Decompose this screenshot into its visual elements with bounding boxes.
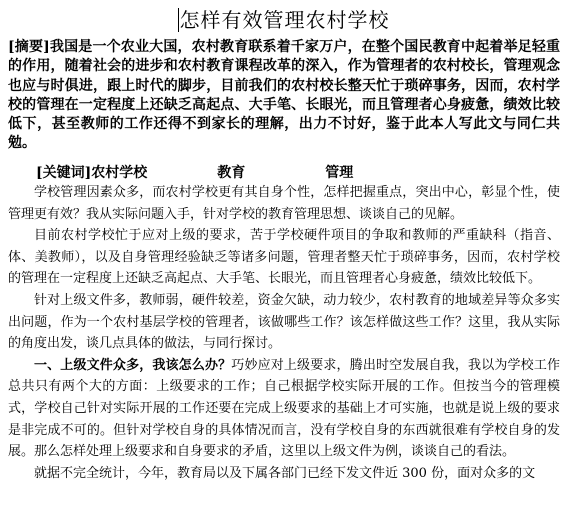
keyword-item: 农村学校 [91, 165, 148, 181]
keyword-item: 教育 [217, 165, 246, 181]
body-paragraph [8, 355, 560, 463]
keywords-line [36, 164, 556, 182]
body-paragraph [8, 182, 560, 225]
document-title: 怎样有效管理农村学校 [179, 8, 390, 32]
document-body [8, 182, 560, 484]
body-paragraph [8, 290, 560, 355]
keyword-item: 管理 [325, 165, 354, 181]
paragraph-text: 巧妙应对上级要求，腾出时空发展自我，我以为学校工作总共只有两个大的方面：上级要求的工作；自己根据学校实际开展的工作。但按当今的管理模式，学校自己针对实际开展的工作还要在完成上级要求的基础上才可实施，也就是说上级的要求是非完成不可的。但针对学校自身的具体情况而言，没有学校自身的东西就很难有学校自身的发展。那么怎样处理上级要求和自身要求的矛盾，这里以上级文件为例，谈谈自己的看法。 [8, 357, 560, 460]
paragraph-text: 目前农村学校忙于应对上级的要求，苦于学校硬件项目的争取和教师的严重缺科（指音、体、美教师），以及自身管理经验缺乏等诸多问题，管理者整天忙于琐碎事务，因而，农村学校的管理在一定程度上还缺乏高起点、大手笔、长眼光，而且管理者心身疲惫，绩效比较低下。 [8, 228, 560, 287]
body-paragraph [8, 463, 560, 485]
paragraph-heading: 一、上级文件众多，我该怎么办？ [34, 357, 232, 373]
body-paragraph [8, 225, 560, 290]
keywords-label: [关键词] [36, 165, 92, 181]
paragraph-text: 就据不完全统计，今年，教育局以及下属各部门已经下发文件近 300 份，面对众多的文 [34, 465, 536, 481]
paragraph-text: 学校管理因素众多，而农村学校更有其自身个性，怎样把握重点，突出中心，彰显个性，使管理更有效？我从实际问题入手，针对学校的教育管理思想、谈谈自己的见解。 [8, 185, 560, 222]
paragraph-text: 针对上级文件多，教师弱，硬件较差，资金欠缺，动力较少，农村教育的地域差异等众多实出问题，作为一个农村基层学校的管理者，该做哪些工作？该怎样做这些工作？这里，我从实际的角度出发，谈几点具体的做法，与同行探讨。 [8, 292, 560, 352]
abstract-paragraph: [摘要]我国是一个农业大国，农村教育联系着千家万户，在整个国民教育中起着举足轻重的作用，随着社会的进步和农村教育课程改革的深入，作为管理者的农村校长，管理观念也应与时俱进，跟上时代的脚步，目前我们的农村校长整天忙于琐碎事务，因而，农村学校的管理在一定程度上还缺乏高起点、大手笔、长眼光，而且管理者心身疲惫，绩效比较低下，甚至教师的工作还得不到家长的理解，出力不讨好，鉴于此本人写此文与同仁共勉。 [8, 39, 560, 152]
